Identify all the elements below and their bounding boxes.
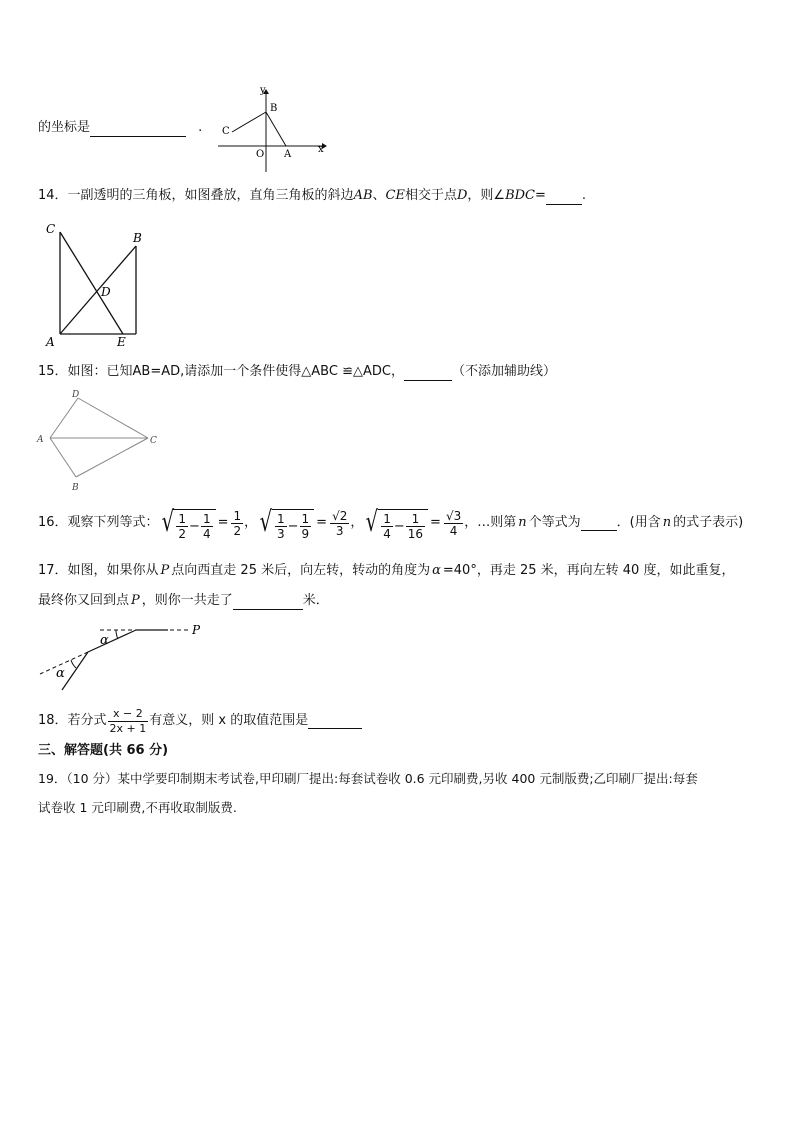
q15-line-dc bbox=[78, 398, 148, 438]
q16-eq2-result bbox=[330, 509, 349, 538]
q18-post: 有意义，则 x 的取值范围是 bbox=[149, 713, 309, 728]
q17-angle-arc-1 bbox=[116, 630, 118, 639]
frac-den: 9 bbox=[301, 527, 310, 541]
q15-label-b: B bbox=[72, 483, 79, 493]
q13-label-x: x bbox=[318, 144, 324, 155]
q13-segment-cb bbox=[232, 112, 266, 132]
frac-num: √2 bbox=[332, 508, 348, 523]
q17-text-d: 最终你又回到点 bbox=[38, 593, 130, 608]
q15-label-d: D bbox=[72, 390, 80, 400]
q16-eq2-radical: √ $\frac{1}{3}$ − $\frac{1}{9}$ bbox=[257, 504, 314, 543]
q17-path-figure bbox=[36, 620, 216, 692]
q17-line1 bbox=[38, 562, 734, 580]
q16-comma: ， bbox=[464, 515, 478, 530]
q16-text: 16．观察下列等式： bbox=[38, 515, 159, 530]
frac-num: √3 bbox=[445, 508, 462, 523]
q13-segment-ba bbox=[266, 112, 286, 146]
q18-line bbox=[38, 704, 362, 738]
q18-denominator: 2x + 1 bbox=[109, 721, 147, 735]
q16-n: n bbox=[518, 515, 527, 530]
q13-label-c: C bbox=[222, 126, 230, 137]
q16-eq1-radical: √ $\frac{1}{2}$ − $\frac{1}{4}$ bbox=[159, 504, 216, 543]
q17-text-a: 17．如图，如果你从 bbox=[38, 563, 159, 578]
q15-label-a: A bbox=[37, 435, 44, 445]
frac-den: 4 bbox=[383, 527, 391, 541]
q15-label-c: C bbox=[150, 436, 157, 446]
q16-comma: ， bbox=[350, 515, 364, 530]
q17-label-p: P bbox=[192, 623, 201, 637]
q16-sqrt-icon: √ bbox=[259, 504, 273, 538]
q18-text: 18．若分式 bbox=[38, 713, 107, 728]
q14-label-c: C bbox=[46, 222, 56, 236]
q16-comma: ， bbox=[244, 515, 258, 530]
frac-den: 3 bbox=[335, 523, 344, 538]
q17-text-f: 米． bbox=[302, 593, 329, 608]
q13-label-y: y bbox=[260, 85, 266, 96]
q14-mid: 相交于点 bbox=[404, 188, 457, 203]
frac-den: 4 bbox=[202, 527, 211, 541]
q14-line bbox=[38, 187, 586, 205]
frac-num: 1 bbox=[383, 512, 391, 526]
q14-label-b: B bbox=[133, 231, 142, 245]
q15-answer-blank[interactable] bbox=[404, 366, 452, 381]
section3-title: 三、解答题(共 66 分) bbox=[38, 743, 169, 758]
q19-line1: 19．（10 分）某中学要印制期末考试卷,甲印刷厂提出:每套试卷收 0.6 元印刷费,另收 400 元制版费;乙印刷厂提出:每套 bbox=[38, 771, 698, 786]
q16-eq3-result bbox=[444, 509, 463, 538]
q16-sqrt-icon: √ bbox=[161, 504, 174, 538]
q17-text-e: ，则你一共走了 bbox=[141, 593, 233, 608]
q15-line-ab bbox=[50, 438, 76, 477]
q13-coordinate-figure bbox=[210, 84, 330, 176]
q16-n2: n bbox=[662, 515, 672, 530]
q18-answer-blank[interactable] bbox=[308, 714, 362, 729]
q15-kite-figure bbox=[34, 386, 164, 494]
frac-den: 4 bbox=[449, 523, 458, 538]
q14-answer-blank[interactable] bbox=[546, 190, 582, 205]
q17-p: P bbox=[160, 563, 170, 578]
q14-line-ab bbox=[60, 246, 136, 334]
q17-label-alpha1: α bbox=[100, 633, 109, 648]
q13-text: 的坐标是 bbox=[38, 120, 91, 135]
q17-alpha: α bbox=[432, 563, 441, 578]
frac-num: 1 bbox=[233, 508, 242, 523]
q15-text: 15．如图：已知AB=AD,请添加一个条件使得△ABC ≌△ADC， bbox=[38, 364, 404, 379]
q16-answer-blank[interactable] bbox=[581, 516, 617, 531]
q18-fraction bbox=[108, 707, 149, 736]
q14-ab: AB bbox=[353, 188, 373, 203]
q14-sep: 、 bbox=[372, 188, 386, 203]
q17-answer-blank[interactable] bbox=[233, 595, 303, 610]
frac-den: 3 bbox=[276, 527, 285, 541]
q16-post: …则第 bbox=[477, 515, 517, 530]
q17-path-second bbox=[88, 630, 136, 652]
frac-den: 2 bbox=[233, 523, 242, 538]
q14-label-e: E bbox=[117, 335, 126, 348]
q16-end2: 的式子表示) bbox=[673, 515, 744, 530]
q16-eq3-radical: √ $\frac{1}{4}$ − $\frac{1}{16}$ bbox=[363, 504, 428, 543]
q14-number: 14． bbox=[38, 188, 68, 203]
q16-end: ．(用含 bbox=[616, 515, 661, 530]
q17-text-c: =40°，再走 25 米，再向左转 40 度，如此重复， bbox=[442, 563, 735, 578]
q13-label-b: B bbox=[270, 103, 278, 114]
q17-line2 bbox=[38, 592, 329, 610]
q14-text: 一副透明的三角板，如图叠放，直角三角板的斜边 bbox=[67, 188, 354, 203]
q17-angle-arc-2 bbox=[71, 660, 76, 668]
q14-label-a: A bbox=[46, 335, 55, 348]
q15-line-ad bbox=[50, 398, 78, 438]
q14-label-d: D bbox=[101, 285, 111, 299]
frac-den: 16 bbox=[407, 527, 424, 541]
q14-line-ce bbox=[60, 232, 123, 334]
q15-line bbox=[38, 363, 556, 381]
q19-line2: 试卷收 1 元印刷费,不再收取制版费. bbox=[38, 800, 237, 815]
frac-num: 1 bbox=[202, 512, 211, 526]
q14-eq: = bbox=[535, 188, 546, 203]
q15-post: （不添加辅助线） bbox=[451, 364, 556, 379]
q14-d: D bbox=[456, 188, 468, 203]
q17-text-b: 点向西直走 25 米后，向左转，转动的角度为 bbox=[171, 563, 431, 578]
q16-eq1-result bbox=[231, 509, 243, 538]
q16-line: 16．观察下列等式： √ $\frac{1}{2}$ − $\frac{1}{4}$ = $\frac{1}{2}$ ， √ $\frac{1}{3}$ − $\frac{1}{9}$ = $\frac{√2}{3}$ ， √ $\frac{1}{4}$ − $\frac{1}{16}$ = $\frac{√3}{4}$ ， …则第 n 个等式为 ．(用含 n 的式子表示) bbox=[38, 504, 744, 541]
q18-numerator: x − 2 bbox=[108, 707, 149, 722]
q13-end: . bbox=[198, 120, 203, 135]
q14-bdc: BDC bbox=[505, 188, 536, 203]
q13-label-a: A bbox=[284, 149, 292, 160]
frac-den: 2 bbox=[178, 527, 187, 541]
q14-end: . bbox=[581, 188, 587, 203]
frac-num: 1 bbox=[301, 512, 310, 526]
q14-triangle-figure bbox=[40, 220, 150, 348]
q16-sqrt-icon: √ bbox=[366, 504, 379, 538]
q17-p2: P bbox=[131, 593, 140, 608]
frac-num: 1 bbox=[276, 512, 285, 526]
q17-label-alpha2: α bbox=[56, 666, 65, 681]
q16-post2: 个等式为 bbox=[528, 515, 581, 530]
q14-post: ，则∠ bbox=[467, 188, 506, 203]
frac-num: 1 bbox=[406, 512, 425, 527]
q13-answer-blank[interactable] bbox=[90, 122, 186, 137]
q13-label-o: O bbox=[256, 149, 265, 160]
frac-num: 1 bbox=[178, 512, 187, 526]
q13-line bbox=[38, 119, 202, 137]
q14-ce: CE bbox=[385, 188, 405, 203]
q15-line-bc bbox=[76, 438, 148, 477]
